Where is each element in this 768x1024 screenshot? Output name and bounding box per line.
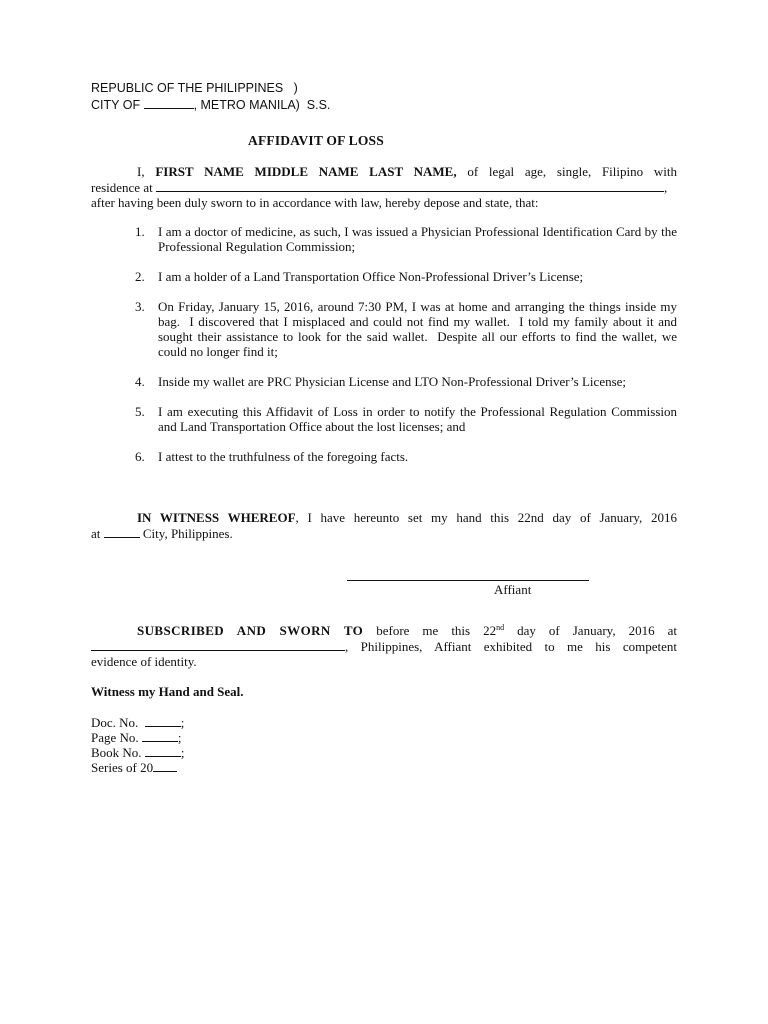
statement-list (91, 224, 681, 464)
witness-whereof: IN WITNESS WHEREOF (137, 510, 296, 525)
notarial-register (91, 714, 184, 774)
witness-hand-seal: Witness my Hand and Seal. (91, 684, 244, 699)
series-blank (153, 759, 177, 772)
jurat-paragraph (91, 623, 677, 669)
witness-at: at (91, 526, 104, 541)
item-number: 5. (135, 404, 145, 419)
jurat-line-3: evidence of identity. (91, 654, 197, 669)
intro-line-2 (91, 179, 677, 195)
item-number: 4. (135, 374, 145, 389)
affiant-signature-line (347, 580, 589, 581)
doc-no-entry (91, 714, 184, 729)
jurat-text-2: day of January, 2016 at (504, 623, 677, 638)
jurat-place-blank (91, 638, 345, 651)
statement-item (91, 269, 677, 284)
intro-paragraph (91, 164, 677, 210)
doc-no-end: ; (180, 715, 185, 730)
item-number: 2. (135, 269, 145, 284)
intro-lead: I, (137, 164, 156, 179)
city-blank (144, 96, 194, 109)
page-no-label: Page No. (91, 730, 142, 745)
witness-text: , I have hereunto set my hand this 22nd day of January, 2016 (295, 510, 677, 525)
venue-republic: REPUBLIC OF THE PHILIPPINES ) (91, 81, 298, 95)
venue-caption (91, 80, 330, 113)
residence-comma: , (663, 180, 668, 195)
page-no-end: ; (177, 730, 182, 745)
jurat-line-2 (91, 638, 677, 654)
page-no-entry (91, 729, 184, 744)
venue-city-suffix: , METRO MANILA) S.S. (193, 98, 331, 112)
statement-item (91, 224, 677, 254)
item-number: 6. (135, 449, 145, 464)
item-text: I am a doctor of medicine, as such, I was issued a Physician Professional Identification Card by the Professional Regulation Commission; (158, 224, 677, 254)
witness-line-1 (91, 510, 677, 525)
jurat-text-1: before me this 22 (363, 623, 497, 638)
series-label: Series of 20 (91, 760, 154, 775)
venue-city (91, 96, 330, 113)
series-entry (91, 759, 184, 774)
doc-no-blank (145, 714, 181, 727)
witness-line-2 (91, 525, 677, 541)
witness-city-blank (104, 525, 140, 538)
jurat-line-1 (91, 623, 677, 638)
item-text: I am executing this Affidavit of Loss in order to notify the Professional Regulation Commission and Land Transportation Office about the lost licenses; and (158, 404, 677, 434)
witness-paragraph (91, 510, 677, 541)
intro-line-3: after having been duly sworn to in accordance with law, hereby depose and state, that: (91, 195, 539, 210)
subscribed-sworn: SUBSCRIBED AND SWORN TO (137, 623, 364, 638)
page-no-blank (142, 729, 178, 742)
item-number: 1. (135, 224, 145, 239)
item-number: 3. (135, 299, 145, 314)
intro-after-name: of legal age, single, Filipino with (456, 164, 677, 179)
residence-label: residence at (91, 180, 156, 195)
statement-item (91, 449, 677, 464)
book-no-label: Book No. (91, 745, 145, 760)
jurat-ordinal: nd (496, 623, 505, 632)
item-text: On Friday, January 15, 2016, around 7:30 PM, I was at home and arranging the things inside my bag. I discovered that I misplaced and could not find my wallet. I told my family about it and sought their assistance to look for the said wallet. Despite all our efforts to find the wallet, we could no longer find it; (158, 299, 681, 359)
book-no-end: ; (180, 745, 185, 760)
book-no-entry (91, 744, 184, 759)
item-text: Inside my wallet are PRC Physician License and LTO Non-Professional Driver’s License; (158, 374, 627, 389)
jurat-text-3: , Philippines, Affiant exhibited to me his competent (345, 639, 677, 654)
statement-item (91, 404, 677, 434)
venue-city-prefix: CITY OF (91, 98, 144, 112)
residence-blank (156, 179, 664, 192)
doc-no-label: Doc. No. (91, 715, 145, 730)
affiant-name-placeholder: FIRST NAME MIDDLE NAME LAST NAME, (155, 164, 457, 179)
book-no-blank (145, 744, 181, 757)
item-text: I attest to the truthfulness of the foregoing facts. (158, 449, 409, 464)
item-text: I am a holder of a Land Transportation Office Non-Professional Driver’s License; (158, 269, 584, 284)
statement-item (91, 374, 677, 389)
affiant-label: Affiant (494, 582, 532, 597)
intro-line-1 (91, 164, 677, 179)
statement-item (91, 299, 681, 359)
document-title: AFFIDAVIT OF LOSS (248, 133, 384, 148)
witness-city: City, Philippines. (139, 526, 233, 541)
